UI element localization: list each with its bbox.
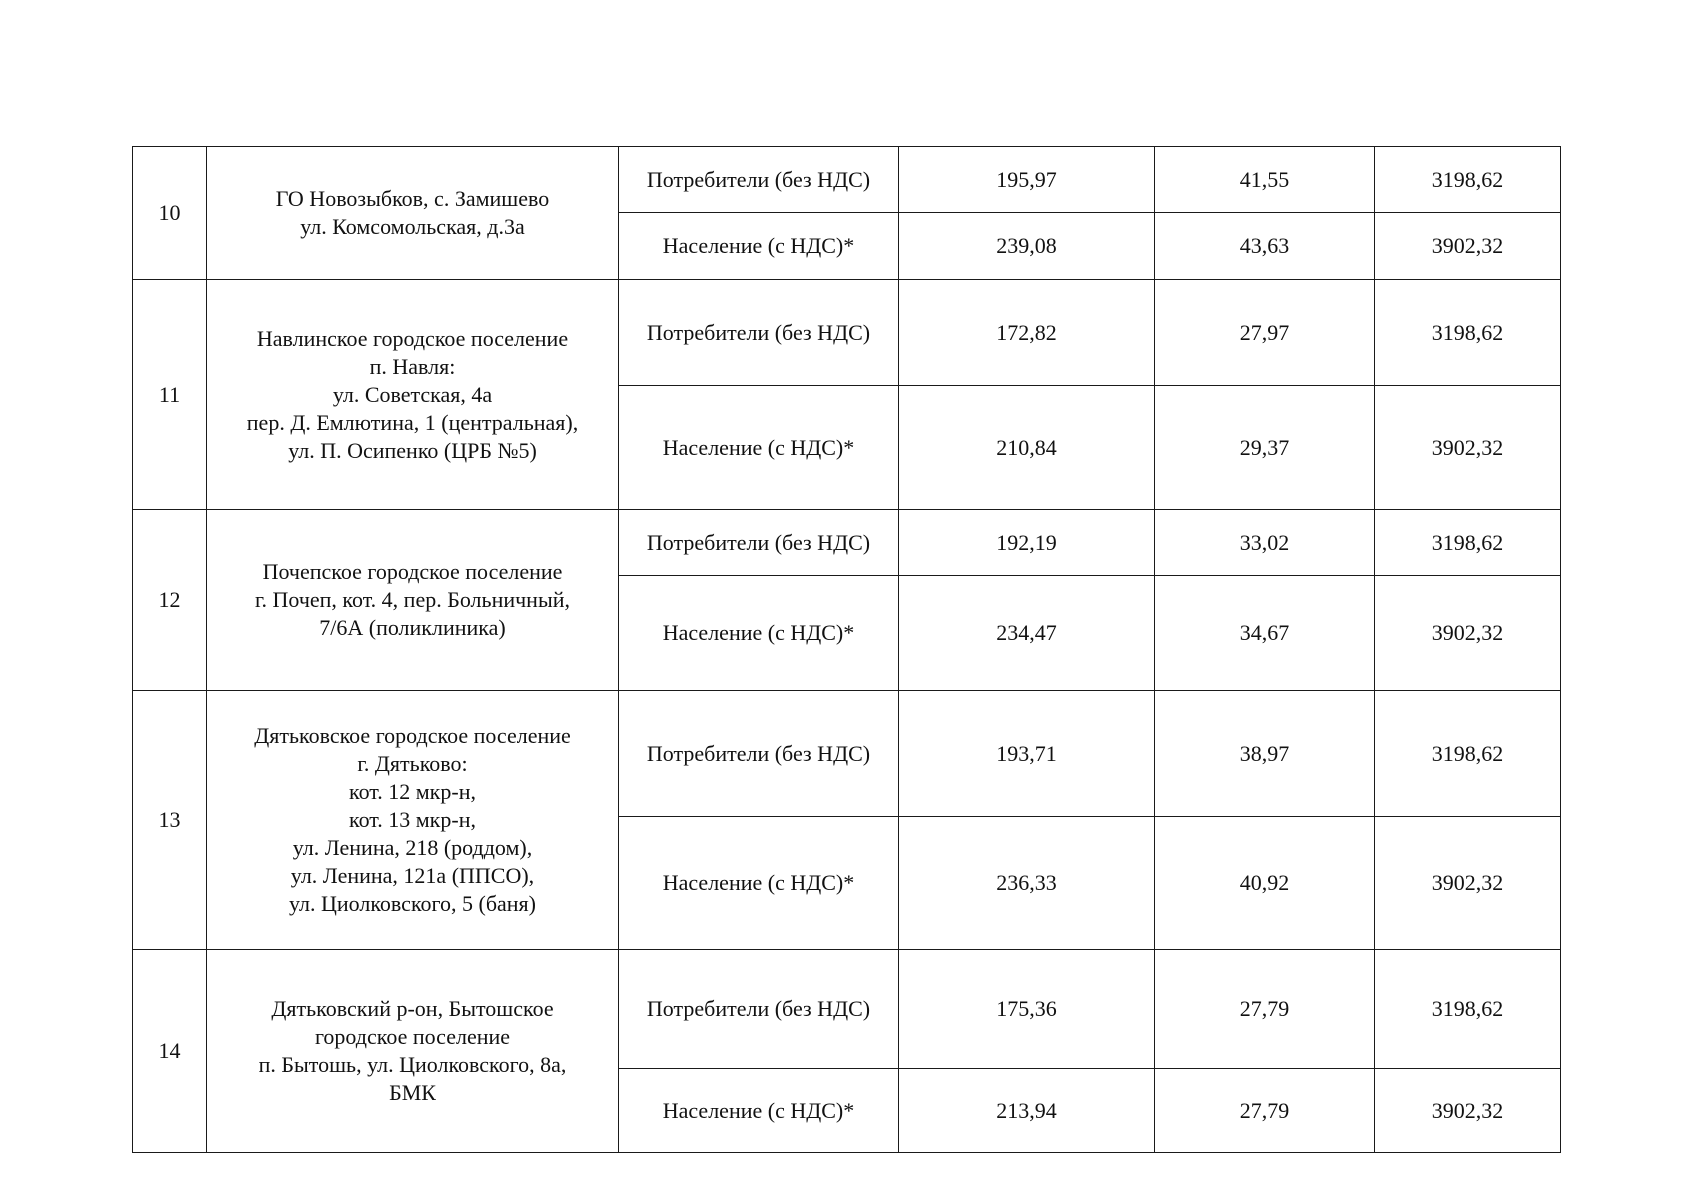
tariff-value-1-cell: 192,19 [899,510,1155,576]
consumer-category-cell: Потребители (без НДС) [619,691,899,817]
tariff-value-1-cell: 195,97 [899,147,1155,213]
row-number: 10 [133,147,207,280]
tariff-value-1-cell: 239,08 [899,213,1155,280]
tariff-table-body [133,147,1561,1153]
table-row-consumers [133,510,1561,576]
address-line: Дятьковское городское поселение [254,723,571,748]
address-cell [207,950,619,1153]
tariff-value-3-cell: 3902,32 [1375,386,1561,510]
row-number: 14 [133,950,207,1153]
address-line: ГО Новозыбков, с. Замишево [275,186,550,211]
address-line: Навлинское городское поселение [256,325,569,351]
table-row-consumers [133,950,1561,1069]
tariff-value-3-cell: 3902,32 [1375,1069,1561,1153]
address-line: Почепское городское поселение [262,559,563,584]
tariff-value-3-cell: 3198,62 [1375,510,1561,576]
address-line: ул. Циолковского, 5 (баня) [288,891,536,916]
address-cell [207,280,619,510]
address-cell [207,510,619,691]
tariff-value-1-cell: 234,47 [899,576,1155,691]
tariff-value-2-cell: 41,55 [1155,147,1375,213]
address-line: ул. Ленина, 121а (ППСО), [290,863,535,888]
tariff-value-3-cell: 3198,62 [1375,950,1561,1069]
tariff-value-2-cell: 27,79 [1155,950,1375,1069]
row-number: 13 [133,691,207,950]
tariff-value-1-cell: 172,82 [899,280,1155,386]
address-line: ул. П. Осипенко (ЦРБ №5) [288,437,537,463]
tariff-table-sheet [132,146,1560,1153]
table-row-consumers [133,280,1561,386]
address-line: п. Бытошь, ул. Циолковского, 8а, [258,1052,567,1077]
tariff-value-3-cell: 3198,62 [1375,691,1561,817]
tariff-value-1-cell: 175,36 [899,950,1155,1069]
consumer-category-cell: Потребители (без НДС) [619,510,899,576]
tariff-value-3-cell: 3902,32 [1375,576,1561,691]
address-line: г. Почеп, кот. 4, пер. Больничный, [254,587,571,612]
consumer-category-cell: Население (с НДС)* [619,817,899,950]
consumer-category-cell: Население (с НДС)* [619,576,899,691]
address-line: ул. Советская, 4а [332,381,493,407]
tariff-table [132,146,1561,1153]
tariff-value-1-cell: 210,84 [899,386,1155,510]
address-line: ул. Ленина, 218 (роддом), [292,835,533,860]
address-line: кот. 13 мкр-н, [349,807,476,832]
table-row-consumers [133,147,1561,213]
tariff-value-2-cell: 38,97 [1155,691,1375,817]
tariff-value-2-cell: 40,92 [1155,817,1375,950]
tariff-value-2-cell: 27,97 [1155,280,1375,386]
row-number: 12 [133,510,207,691]
consumer-category-cell: Население (с НДС)* [619,213,899,280]
address-cell [207,691,619,950]
address-line: кот. 12 мкр-н, [349,779,476,804]
tariff-value-2-cell: 34,67 [1155,576,1375,691]
tariff-value-3-cell: 3198,62 [1375,147,1561,213]
consumer-category-cell: Потребители (без НДС) [619,950,899,1069]
address-line: ул. Комсомольская, д.3а [300,214,525,239]
row-number: 11 [133,280,207,510]
tariff-value-2-cell: 29,37 [1155,386,1375,510]
tariff-value-1-cell: 236,33 [899,817,1155,950]
address-line: 7/6А (поликлиника) [319,615,506,640]
tariff-value-2-cell: 33,02 [1155,510,1375,576]
tariff-value-3-cell: 3902,32 [1375,817,1561,950]
tariff-value-1-cell: 193,71 [899,691,1155,817]
consumer-category-cell: Население (с НДС)* [619,386,899,510]
address-line: пер. Д. Емлютина, 1 (центральная), [246,409,579,435]
consumer-category-cell: Потребители (без НДС) [619,147,899,213]
address-line: БМК [389,1080,436,1105]
tariff-value-2-cell: 27,79 [1155,1069,1375,1153]
address-line: Дятьковский р-он, Бытошское [271,996,554,1021]
consumer-category-cell: Население (с НДС)* [619,1069,899,1153]
tariff-value-3-cell: 3198,62 [1375,280,1561,386]
address-line: городское поселение [314,1024,511,1049]
address-line: г. Дятьково: [357,751,468,776]
tariff-value-2-cell: 43,63 [1155,213,1375,280]
consumer-category-cell: Потребители (без НДС) [619,280,899,386]
table-row-consumers [133,691,1561,817]
address-cell [207,147,619,280]
tariff-value-1-cell: 213,94 [899,1069,1155,1153]
address-line: п. Навля: [369,353,456,379]
tariff-value-3-cell: 3902,32 [1375,213,1561,280]
